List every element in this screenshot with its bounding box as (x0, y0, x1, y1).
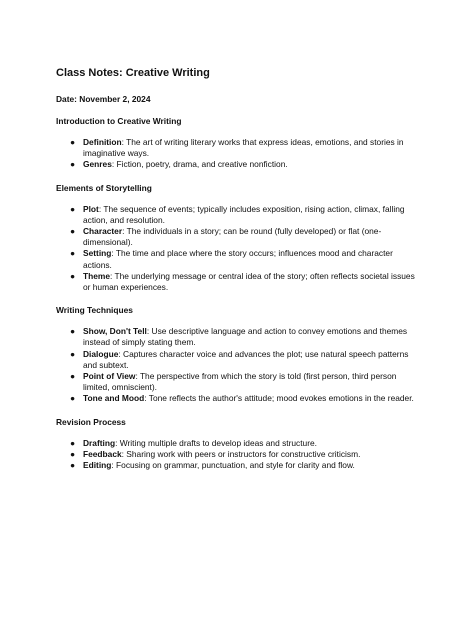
list-item (56, 393, 418, 404)
bullet-icon: ● (70, 437, 76, 448)
list-item-text: : Use descriptive language and action to convey emotions and themes instead of simply stating them. (83, 326, 408, 348)
list-item-text: : Fiction, poetry, drama, and creative nonfiction. (111, 159, 288, 170)
list-item (56, 159, 418, 170)
list-item (56, 449, 418, 460)
list-item (56, 460, 418, 471)
list-item-text: : The art of writing literary works that express ideas, emotions, and stories in imaginative ways. (83, 137, 404, 159)
section-heading-storytelling: Elements of Storytelling (56, 182, 152, 193)
list-item-text: : Focusing on grammar, punctuation, and style for clarity and flow. (111, 460, 355, 471)
bullet-icon: ● (70, 371, 76, 382)
bullet-list-techniques (56, 326, 418, 404)
list-item-term: Tone and Mood (83, 393, 145, 404)
list-item-text: : Sharing work with peers or instructors for constructive criticism. (121, 448, 361, 459)
list-item (56, 137, 418, 159)
list-item (56, 271, 418, 293)
bullet-icon: ● (70, 248, 76, 259)
list-item (56, 326, 418, 348)
list-item-term: Character (83, 226, 123, 237)
list-item-term: Point of View (83, 371, 136, 382)
bullet-icon: ● (70, 270, 76, 281)
list-item-text: : The perspective from which the story is told (first person, third person limited, omniscient). (83, 371, 397, 393)
section-heading-revision: Revision Process (56, 416, 126, 427)
list-item-term: Setting (83, 248, 112, 259)
list-item-term: Show, Don't Tell (83, 326, 147, 337)
list-item (56, 248, 418, 270)
list-item-term: Feedback (83, 448, 122, 459)
list-item-text: : Tone reflects the author's attitude; mood evokes emotions in the reader. (144, 393, 414, 404)
list-item-term: Theme (83, 270, 110, 281)
list-item-text: : The time and place where the story occurs; influences mood and character actions. (83, 248, 393, 270)
bullet-icon: ● (70, 393, 76, 404)
list-item-text: : The sequence of events; typically includes exposition, rising action, climax, falling action, and resolution. (83, 203, 405, 225)
bullet-list-introduction (56, 137, 418, 171)
list-item-text: : The underlying message or central idea of the story; often reflects societal issues or human experiences. (83, 270, 415, 293)
section-heading-introduction: Introduction to Creative Writing (56, 116, 182, 126)
page-title: Class Notes: Creative Writing (56, 67, 210, 79)
list-item-term: Genres (83, 159, 112, 170)
list-item-term: Drafting (83, 437, 116, 448)
list-item (56, 371, 418, 393)
bullet-icon: ● (70, 460, 76, 471)
bullet-icon: ● (70, 203, 76, 214)
bullet-icon: ● (70, 159, 76, 170)
list-item-term: Definition (83, 137, 122, 147)
list-item-term: Editing (83, 460, 112, 471)
section-heading-techniques: Writing Techniques (56, 305, 133, 316)
bullet-list-revision (56, 438, 418, 472)
list-item (56, 226, 418, 248)
bullet-icon: ● (70, 326, 76, 337)
list-item (56, 438, 418, 449)
list-item-text: : The individuals in a story; can be round (fully developed) or flat (one-dimensional). (83, 226, 382, 248)
list-item-text: : Writing multiple drafts to develop ideas and structure. (115, 437, 317, 448)
list-item (56, 204, 418, 226)
bullet-icon: ● (70, 348, 76, 359)
bullet-list-storytelling (56, 204, 418, 294)
bullet-icon: ● (70, 226, 76, 237)
bullet-icon: ● (70, 448, 76, 459)
date-line: Date: November 2, 2024 (56, 94, 151, 104)
list-item (56, 349, 418, 371)
bullet-icon: ● (70, 137, 76, 147)
list-item-text: : Captures character voice and advances the plot; use natural speech patterns and subtext. (83, 348, 409, 370)
list-item-term: Plot (83, 203, 99, 214)
list-item-term: Dialogue (83, 348, 119, 359)
